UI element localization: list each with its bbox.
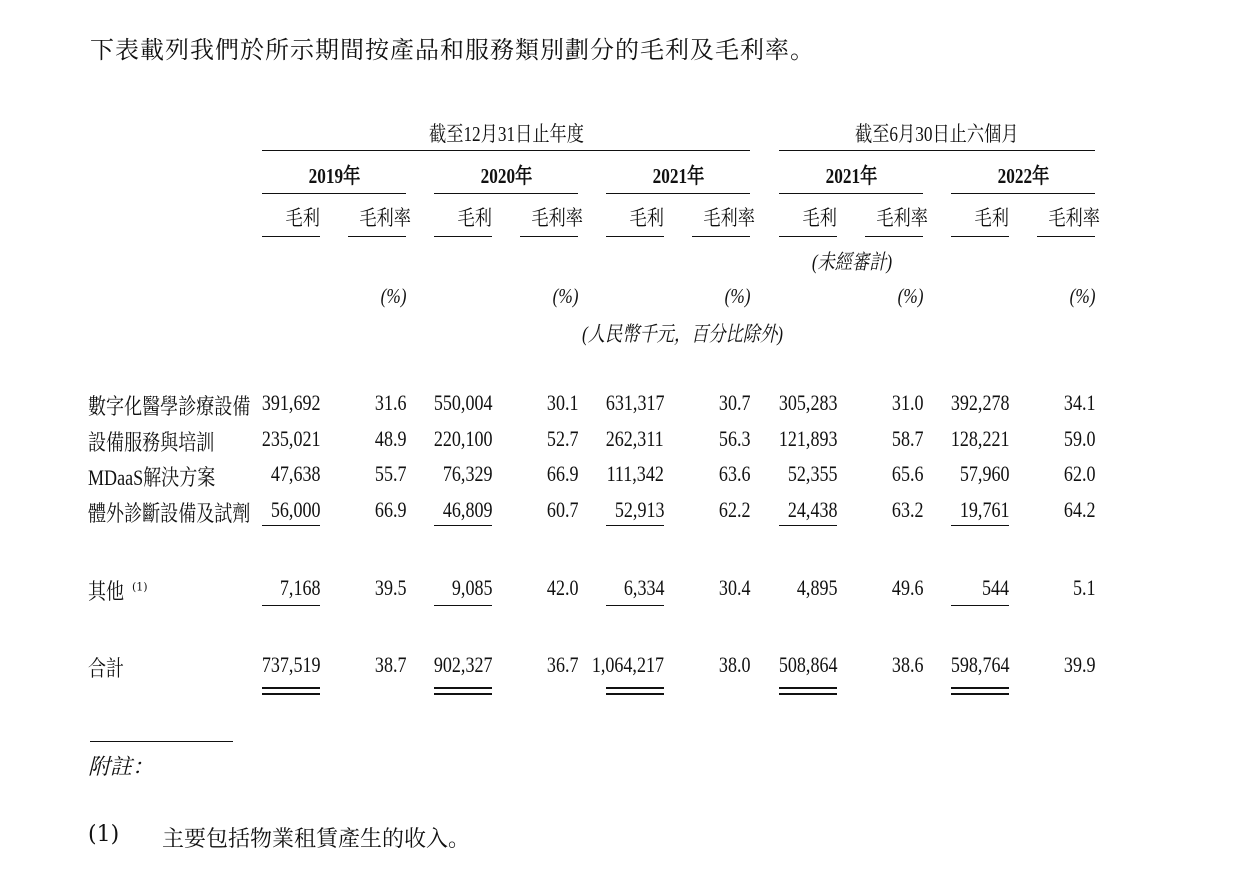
subheader-gross-profit: 毛利 [285, 206, 320, 230]
cell-gross-profit: 1,064,217 [591, 652, 664, 677]
cell-gross-profit: 24,438 [787, 497, 837, 522]
cell-gross-profit: 392,278 [950, 390, 1009, 415]
subtotal-rule [262, 525, 320, 526]
year-header: 2021年 [652, 164, 704, 188]
cell-gross-profit: 631,317 [605, 390, 664, 415]
subtotal-rule [606, 525, 664, 526]
year-rule [779, 193, 923, 194]
percent-unit: (%) [380, 284, 406, 308]
notes-rule [90, 741, 233, 742]
row-label: 設備服務與培訓 [88, 430, 215, 455]
cell-margin: 63.2 [891, 497, 923, 522]
cell-margin: 48.9 [374, 426, 406, 451]
cell-margin: 66.9 [374, 497, 406, 522]
subheader-rule [348, 236, 406, 237]
row-label: 其他 $^{(1)}$ [88, 579, 148, 604]
cell-gross-profit: 121,893 [778, 426, 837, 451]
total-double-rule [262, 693, 320, 695]
cell-gross-profit: 46,809 [442, 497, 492, 522]
cell-margin: 59.0 [1063, 426, 1095, 451]
year-header: 2022年 [997, 164, 1049, 188]
intro-text: 下表載列我們於所示期間按產品和服務類別劃分的毛利及毛利率。 [90, 36, 815, 64]
subheader-rule [779, 236, 837, 237]
subheader-margin: 毛利率 [703, 206, 755, 230]
cell-gross-profit: 544 [981, 575, 1009, 600]
row-label: 數字化醫學診療設備 [88, 394, 251, 419]
other-rule [434, 605, 492, 606]
cell-gross-profit: 76,329 [442, 461, 492, 486]
other-rule [606, 605, 664, 606]
year-header: 2019年 [308, 164, 360, 188]
period-interim-rule [779, 150, 1095, 151]
cell-margin: 65.6 [891, 461, 923, 486]
year-header: 2020年 [480, 164, 532, 188]
total-double-rule [779, 687, 837, 689]
cell-margin: 30.7 [718, 390, 750, 415]
cell-gross-profit: 550,004 [433, 390, 492, 415]
cell-margin: 31.6 [374, 390, 406, 415]
subtotal-rule [434, 525, 492, 526]
row-label: 體外診斷設備及試劑 [88, 501, 251, 526]
subtotal-rule [779, 525, 837, 526]
cell-margin: 60.7 [546, 497, 578, 522]
footnote-text: 主要包括物業租賃產生的收入。 [162, 827, 471, 852]
cell-gross-profit: 52,355 [787, 461, 837, 486]
subheader-rule [262, 236, 320, 237]
other-rule [262, 605, 320, 606]
footnote-ref: (1) [132, 580, 148, 594]
subheader-rule [692, 236, 750, 237]
currency-note: (人民幣千元，百分比除外) [582, 322, 783, 346]
subtotal-rule [951, 525, 1009, 526]
unaudited-note: (未經審計) [811, 250, 892, 274]
cell-margin: 49.6 [891, 575, 923, 600]
cell-gross-profit: 57,960 [959, 461, 1009, 486]
cell-margin: 56.3 [718, 426, 750, 451]
subheader-margin: 毛利率 [876, 206, 928, 230]
cell-gross-profit: 9,085 [451, 575, 492, 600]
total-double-rule [606, 693, 664, 695]
cell-margin: 38.7 [374, 652, 406, 677]
cell-gross-profit: 128,221 [950, 426, 1009, 451]
subheader-margin: 毛利率 [531, 206, 583, 230]
cell-gross-profit: 262,311 [606, 426, 664, 451]
cell-margin: 31.0 [891, 390, 923, 415]
cell-margin: 39.9 [1063, 652, 1095, 677]
cell-margin: 34.1 [1063, 390, 1095, 415]
cell-gross-profit: 6,334 [623, 575, 664, 600]
cell-margin: 66.9 [546, 461, 578, 486]
subheader-margin: 毛利率 [359, 206, 411, 230]
cell-margin: 36.7 [546, 652, 578, 677]
total-double-rule [779, 693, 837, 695]
total-double-rule [434, 687, 492, 689]
cell-gross-profit: 220,100 [433, 426, 492, 451]
cell-margin: 39.5 [374, 575, 406, 600]
subheader-rule [520, 236, 578, 237]
total-double-rule [951, 693, 1009, 695]
subheader-rule [1037, 236, 1095, 237]
other-rule [951, 605, 1009, 606]
subheader-gross-profit: 毛利 [802, 206, 837, 230]
row-label: 合計 [88, 656, 125, 681]
year-header: 2021年 [825, 164, 877, 188]
cell-gross-profit: 111,342 [606, 461, 664, 486]
cell-gross-profit: 56,000 [270, 497, 320, 522]
subheader-gross-profit: 毛利 [974, 206, 1009, 230]
cell-margin: 58.7 [891, 426, 923, 451]
period-annual: 截至12月31日止年度 [428, 122, 584, 146]
period-interim: 截至6月30日止六個月 [855, 122, 1019, 146]
subheader-rule [951, 236, 1009, 237]
cell-gross-profit: 508,864 [778, 652, 837, 677]
year-rule [262, 193, 406, 194]
total-double-rule [434, 693, 492, 695]
percent-unit: (%) [552, 284, 578, 308]
total-double-rule [606, 687, 664, 689]
cell-margin: 62.0 [1063, 461, 1095, 486]
total-double-rule [262, 687, 320, 689]
cell-gross-profit: 52,913 [614, 497, 664, 522]
cell-margin: 5.1 [1072, 575, 1095, 600]
cell-margin: 64.2 [1063, 497, 1095, 522]
footnote-marker: (1) [88, 822, 120, 847]
subheader-margin: 毛利率 [1048, 206, 1100, 230]
cell-margin: 38.6 [891, 652, 923, 677]
period-annual-rule [262, 150, 750, 151]
cell-margin: 42.0 [546, 575, 578, 600]
subheader-gross-profit: 毛利 [629, 206, 664, 230]
percent-unit: (%) [724, 284, 750, 308]
year-rule [606, 193, 750, 194]
cell-margin: 30.4 [718, 575, 750, 600]
cell-gross-profit: 47,638 [270, 461, 320, 486]
year-rule [951, 193, 1095, 194]
total-double-rule [951, 687, 1009, 689]
cell-margin: 38.0 [718, 652, 750, 677]
cell-margin: 62.2 [718, 497, 750, 522]
notes-title: 附註： [88, 755, 155, 780]
cell-gross-profit: 598,764 [950, 652, 1009, 677]
cell-margin: 63.6 [718, 461, 750, 486]
cell-gross-profit: 7,168 [279, 575, 320, 600]
percent-unit: (%) [897, 284, 923, 308]
cell-gross-profit: 305,283 [778, 390, 837, 415]
cell-gross-profit: 4,895 [796, 575, 837, 600]
cell-margin: 55.7 [374, 461, 406, 486]
subheader-rule [606, 236, 664, 237]
subheader-rule [434, 236, 492, 237]
cell-gross-profit: 737,519 [261, 652, 320, 677]
year-rule [434, 193, 578, 194]
cell-margin: 30.1 [546, 390, 578, 415]
row-label: MDaaS解決方案 [88, 465, 216, 490]
cell-gross-profit: 235,021 [261, 426, 320, 451]
cell-gross-profit: 19,761 [959, 497, 1009, 522]
subheader-gross-profit: 毛利 [457, 206, 492, 230]
cell-gross-profit: 391,692 [261, 390, 320, 415]
percent-unit: (%) [1069, 284, 1095, 308]
cell-gross-profit: 902,327 [433, 652, 492, 677]
cell-margin: 52.7 [546, 426, 578, 451]
subheader-rule [865, 236, 923, 237]
